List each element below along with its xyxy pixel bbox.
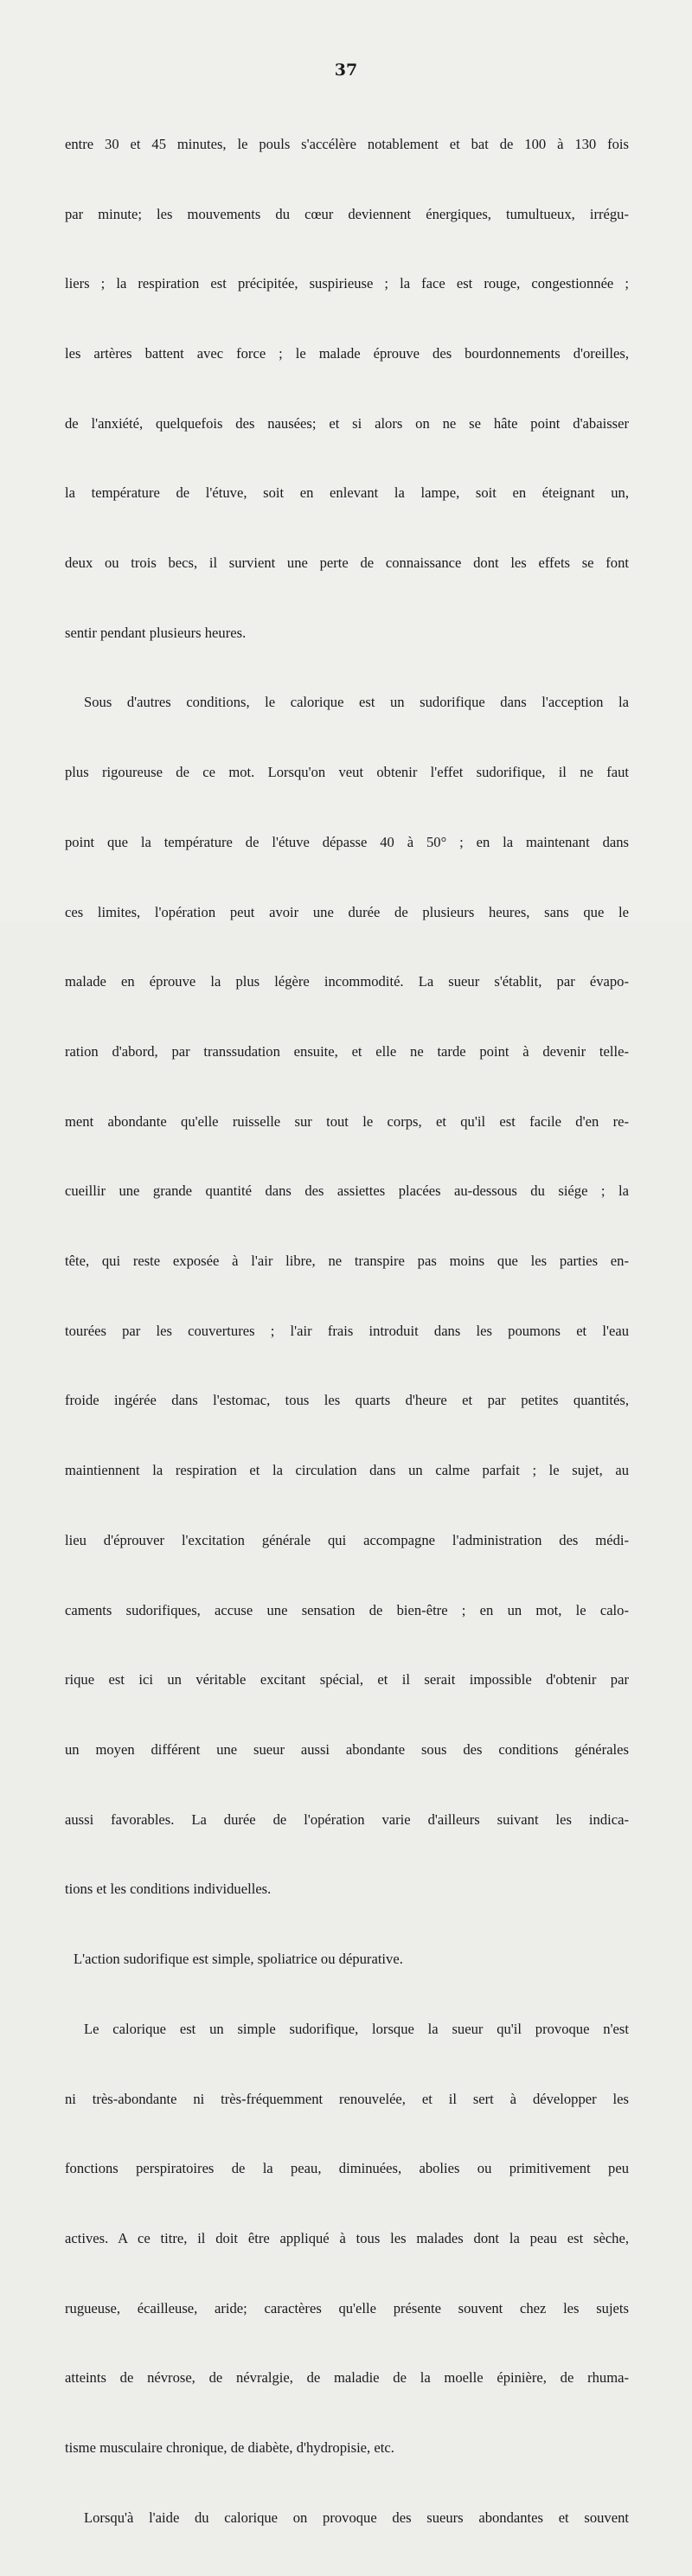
text-line: un moyen différent une sueur aussi abondante sous des conditions générales bbox=[65, 1740, 629, 1758]
text-line: ni très-abondante ni très-fréquemment renouvelée, et il sert à développer les bbox=[65, 2090, 629, 2107]
text-line: ration d'abord, par transsudation ensuite, et elle ne tarde point à devenir telle- bbox=[65, 1042, 629, 1060]
text-line: lieu d'éprouver l'excitation générale qui accompagne l'administration des médi- bbox=[65, 1531, 629, 1548]
text-line: caments sudorifiques, accuse une sensation de bien-être ; en un mot, le calo- bbox=[65, 1601, 629, 1618]
text-line: la température de l'étuve, soit en enlevant la lampe, soit en éteignant un, bbox=[65, 484, 629, 502]
text-line: maintiennent la respiration et la circulation dans un calme parfait ; le sujet, au bbox=[65, 1462, 629, 1479]
text-line: entre 30 et 45 minutes, le pouls s'accélère notablement et bat de 100 à 130 fois bbox=[65, 135, 629, 152]
text-line: les artères battent avec force ; le malade éprouve des bourdonnements d'oreilles, bbox=[65, 344, 629, 362]
text-line: plus rigoureuse de ce mot. Lorsqu'on veut obtenir l'effet sudorifique, il ne faut bbox=[65, 764, 629, 781]
text-line: tisme musculaire chronique, de diabète, d'hydropisie, etc. bbox=[65, 2439, 394, 2457]
text-line: liers ; la respiration est précipitée, suspirieuse ; la face est rouge, congestionnée ; bbox=[65, 275, 629, 292]
text-line: de l'anxiété, quelquefois des nausées; et si alors on ne se hâte point d'abaisser bbox=[65, 414, 629, 432]
text-line: par minute; les mouvements du cœur deviennent énergiques, tumultueux, irrégu- bbox=[65, 205, 629, 222]
text-line: Le calorique est un simple sudorifique, lorsque la sueur qu'il provoque n'est bbox=[84, 2020, 629, 2037]
text-line: aussi favorables. La durée de l'opération varie d'ailleurs suivant les indica- bbox=[65, 1810, 629, 1828]
text-line: Lorsqu'à l'aide du calorique on provoque des sueurs abondantes et souvent bbox=[84, 2509, 629, 2526]
text-line: malade en éprouve la plus légère incommodité. La sueur s'établit, par évapo- bbox=[65, 973, 629, 990]
text-line: actives. A ce titre, il doit être appliqué à tous les malades dont la peau est sèche, bbox=[65, 2229, 629, 2246]
text-line: tourées par les couvertures ; l'air frais introduit dans les poumons et l'eau bbox=[65, 1322, 629, 1339]
text-line: rugueuse, écailleuse, aride; caractères qu'elle présente souvent chez les sujets bbox=[65, 2299, 629, 2316]
text-line: point que la température de l'étuve dépasse 40 à 50° ; en la maintenant dans bbox=[65, 833, 629, 850]
text-line: Sous d'autres conditions, le calorique est un sudorifique dans l'acception la bbox=[84, 694, 629, 711]
text-line: ces limites, l'opération peut avoir une durée de plusieurs heures, sans que le bbox=[65, 903, 629, 920]
text-line: cueillir une grande quantité dans des assiettes placées au-dessous du siége ; la bbox=[65, 1182, 629, 1200]
body-text bbox=[65, 87, 629, 2576]
text-line: deux ou trois becs, il survient une perte de connaissance dont les effets se font bbox=[65, 554, 629, 572]
text-line: rique est ici un véritable excitant spécial, et il serait impossible d'obtenir par bbox=[65, 1671, 629, 1688]
text-line: ment abondante qu'elle ruisselle sur tout le corps, et qu'il est facile d'en re- bbox=[65, 1112, 629, 1130]
text-line: L'action sudorifique est simple, spoliatrice ou dépurative. bbox=[74, 1951, 403, 1968]
text-line: atteints de névrose, de névralgie, de maladie de la moelle épinière, de rhuma- bbox=[65, 2369, 629, 2387]
text-line: sentir pendant plusieurs heures. bbox=[65, 624, 247, 641]
text-line: tête, qui reste exposée à l'air libre, ne transpire pas moins que les parties en- bbox=[65, 1253, 629, 1270]
page-number: 37 bbox=[334, 61, 358, 80]
text-line: fonctions perspiratoires de la peau, diminuées, abolies ou primitivement peu bbox=[65, 2160, 629, 2177]
text-line: tions et les conditions individuelles. bbox=[65, 1881, 272, 1898]
text-line: froide ingérée dans l'estomac, tous les quarts d'heure et par petites quantités, bbox=[65, 1392, 629, 1409]
